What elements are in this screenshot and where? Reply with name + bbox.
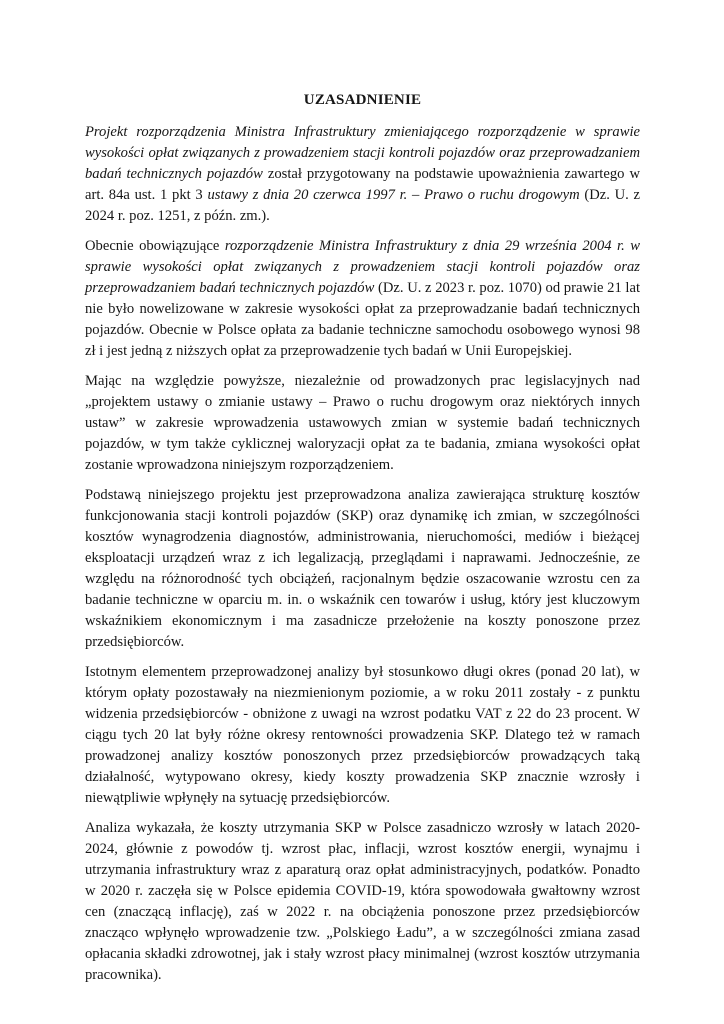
text-segment: (Dz. U. z 2024 r. poz. 1251, z późn. zm.). xyxy=(85,187,640,224)
text-segment: rozporządzenie Ministra Infrastruktury z dnia 29 września 2004 r. w sprawie wysokości opłat związanych z prowadzeniem stacji kontroli pojazdów oraz przeprowadzaniem badań technicznych pojazdów xyxy=(85,238,641,296)
text-segment: Podstawą niniejszego projektu jest przeprowadzona analiza zawierająca strukturę kosztów funkcjonowania stacji kontroli pojazdów (SKP) oraz dynamikę ich zmian, w szczególności kosztów wynagrodzenia diagnostów, administrowania, nieruchomości, mediów i bieżącej eksploatacji urządzeń wraz z ich legalizacją, przeglądami i naprawami. Jednocześnie, ze względu na różnorodność tych obciążeń, racjonalnym będzie oszacowanie wzrostu cen za badanie techniczne w oparciu m. in. o wskaźnik cen towarów i usług, który jest kluczowym wskaźnikiem ekonomicznym i ma zasadnicze przełożenie na koszty ponoszone przez przedsiębiorców. xyxy=(85,487,640,650)
paragraph xyxy=(85,662,640,809)
paragraph xyxy=(85,236,640,362)
document-title: UZASADNIENIE xyxy=(303,92,422,108)
text-segment: Analiza wykazała, że koszty utrzymania SKP w Polsce zasadniczo wzrosły w latach 2020-2024, głównie z powodów tj. wzrost płac, inflacji, wzrost kosztów energii, wynajmu i utrzymania infrastruktury wraz z aparaturą oraz opłat administracyjnych, podatków. Ponadto w 2020 r. zaczęła się w Polsce epidemia COVID-19, która spowodowała gwałtowny wzrost cen (znaczącą inflację), zaś w 2022 r. na obciążenia ponoszone przez przedsiębiorców znacząco wpłynęło wprowadzenie tzw. „Polskiego Ładu”, a w szczególności zmiana zasad opłacania składki zdrowotnej, jak i stały wzrost płacy minimalnej (wzrost kosztów utrzymania pracownika). xyxy=(85,820,640,983)
text-segment: ustawy z dnia 20 czerwca 1997 r. – Prawo o ruchu drogowym xyxy=(207,187,580,203)
text-segment: został przygotowany na podstawie upoważnienia zawartego w art. 84a ust. 1 pkt 3 xyxy=(85,166,640,203)
paragraph xyxy=(85,371,640,476)
text-segment: Mając na względzie powyższe, niezależnie od prowadzonych prac legislacyjnych nad „projektem ustawy o zmianie ustawy – Prawo o ruchu drogowym oraz niektórych innych ustaw” w zakresie wprowadzenia ustawowych zmian w systemie badań technicznych pojazdów, w tym także cyklicznej waloryzacji opłat za te badania, zmiana wysokości opłat zostanie wprowadzona niniejszym rozporządzeniem. xyxy=(85,373,640,473)
text-segment: Projekt rozporządzenia Ministra Infrastruktury zmieniającego rozporządzenie w sprawie wysokości opłat związanych z prowadzeniem stacji kontroli pojazdów oraz przeprowadzaniem badań technicznych pojazdów xyxy=(85,124,640,182)
paragraph xyxy=(85,818,640,986)
paragraph xyxy=(85,485,640,653)
text-segment: (Dz. U. z 2023 r. poz. 1070) od prawie 21 lat nie było nowelizowane w zakresie wysokości opłat za przeprowadzanie badań technicznych pojazdów. Obecnie w Polsce opłata za badanie techniczne samochodu osobowego wynosi 98 zł i jest jedną z niższych opłat za przeprowadzenie tych badań w Unii Europejskiej. xyxy=(85,280,640,359)
paragraph xyxy=(85,122,640,227)
text-segment: Obecnie obowiązujące xyxy=(85,238,225,254)
text-segment: Istotnym elementem przeprowadzonej analizy był stosunkowo długi okres (ponad 20 lat), w którym opłaty pozostawały na niezmienionym poziomie, a w roku 2011 zostały - z punktu widzenia przedsiębiorców - obniżone z uwagi na wzrost podatku VAT z 22 do 23 procent. W ciągu tych 20 lat były różne okresy rentowności prowadzenia SKP. Dlatego też w ramach prowadzonej analizy kosztów ponoszonych przez przedsiębiorców prowadzących taką działalność, wytypowano okresy, kiedy koszty prowadzenia SKP znacznie wzrosły i niewątpliwie wpłynęły na sytuację przedsiębiorców. xyxy=(85,664,640,806)
